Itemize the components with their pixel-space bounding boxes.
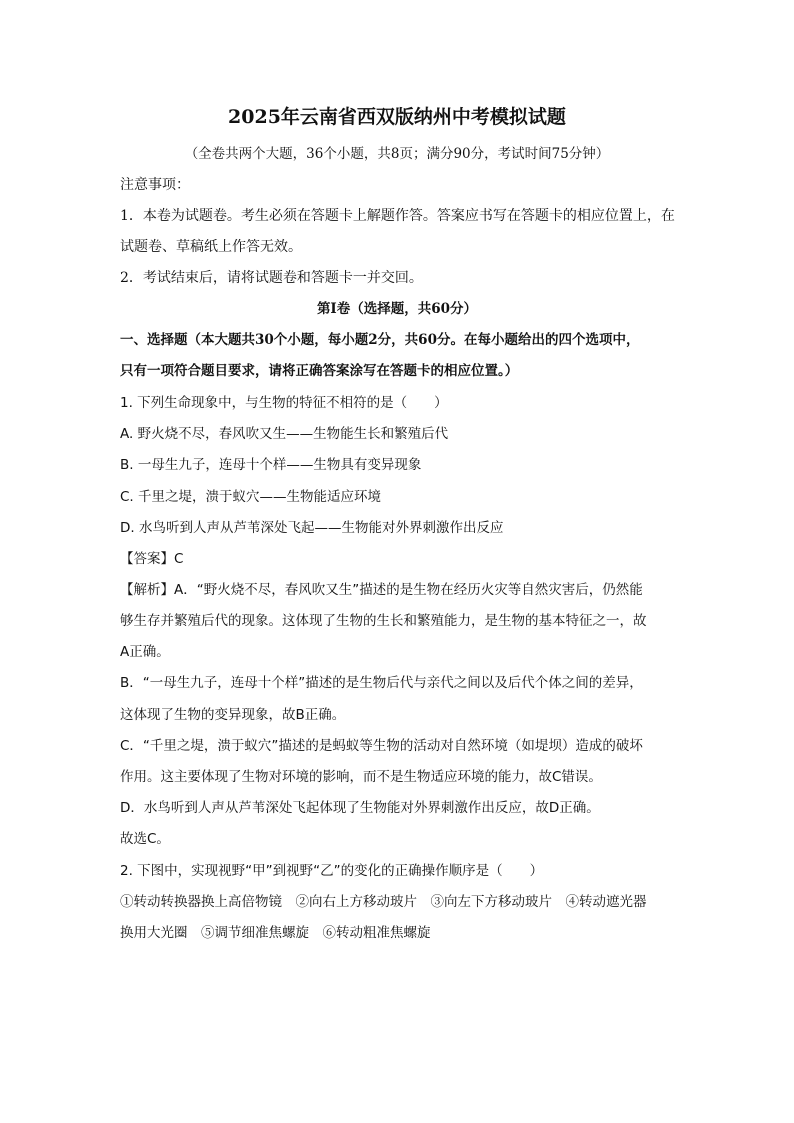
page-title: 2025年云南省西双版纳州中考模拟试题: [228, 106, 566, 128]
q1-analysis-line: A正确。: [120, 644, 170, 660]
q1-option-a: A. 野火烧不尽，春风吹又生——生物能生长和繁殖后代: [120, 426, 449, 442]
q1-option-d: D. 水鸟听到人声从芦苇深处飞起——生物能对外界刺激作出反应: [120, 520, 504, 536]
q1-option-b: B. 一母生九子，连母十个样——生物具有变异现象: [120, 457, 422, 473]
q1-analysis-line: 故选C。: [120, 831, 170, 847]
section-instructions-line-1: 一、选择题（本大题共30个小题，每小题2分，共60分。在每小题给出的四个选项中，: [120, 332, 640, 348]
section-heading: 第Ⅰ卷（选择题，共60分）: [316, 301, 478, 317]
section-instructions-line-2: 只有一项符合题目要求，请将正确答案涂写在答题卡的相应位置。）: [120, 363, 519, 379]
q1-analysis-line: B．“一母生九子，连母十个样”描述的是生物后代与亲代之间以及后代个体之间的差异，: [120, 675, 643, 691]
exam-subtitle: （全卷共两个大题，36个小题，共8页；满分90分，考试时间75分钟）: [184, 146, 610, 162]
q1-analysis-line: 这体现了生物的变异现象，故B正确。: [120, 707, 346, 723]
q1-stem: 1. 下列生命现象中，与生物的特征不相符的是（ ）: [120, 395, 448, 411]
notice-item-1-line-2: 试题卷、草稿纸上作答无效。: [120, 239, 302, 255]
q1-analysis-line: 【解析】A．“野火烧不尽，春风吹又生”描述的是生物在经历火灾等自然灾害后，仍然能: [120, 582, 643, 598]
q2-steps-line-2: 换用大光圈 ⑤调节细准焦螺旋 ⑥转动粗准焦螺旋: [120, 925, 431, 941]
q1-analysis-line: 作用。这主要体现了生物对环境的影响，而不是生物适应环境的能力，故C错误。: [120, 769, 602, 785]
q1-analysis-line: 够生存并繁殖后代的现象。这体现了生物的生长和繁殖能力，是生物的基本特征之一，故: [120, 613, 647, 629]
q1-analysis-line: C．“千里之堤，溃于蚁穴”描述的是蚂蚁等生物的活动对自然环境（如堤坝）造成的破坏: [120, 738, 643, 754]
q1-option-c: C. 千里之堤，溃于蚁穴——生物能适应环境: [120, 489, 382, 505]
q1-analysis-line: D．水鸟听到人声从芦苇深处飞起体现了生物能对外界刺激作出反应，故D正确。: [120, 800, 600, 816]
notice-item-2: 2．考试结束后，请将试题卷和答题卡一并交回。: [120, 270, 423, 286]
q1-answer: 【答案】C: [120, 551, 184, 567]
notice-item-1-line-1: 1．本卷为试题卷。考生必须在答题卡上解题作答。答案应书写在答题卡的相应位置上，在: [120, 208, 675, 224]
q2-steps-line-1: ①转动转换器换上高倍物镜 ②向右上方移动玻片 ③向左下方移动玻片 ④转动遮光器: [120, 894, 647, 910]
notice-heading: 注意事项：: [120, 177, 190, 193]
q2-stem: 2. 下图中，实现视野“甲”到视野“乙”的变化的正确操作顺序是（ ）: [120, 863, 544, 879]
